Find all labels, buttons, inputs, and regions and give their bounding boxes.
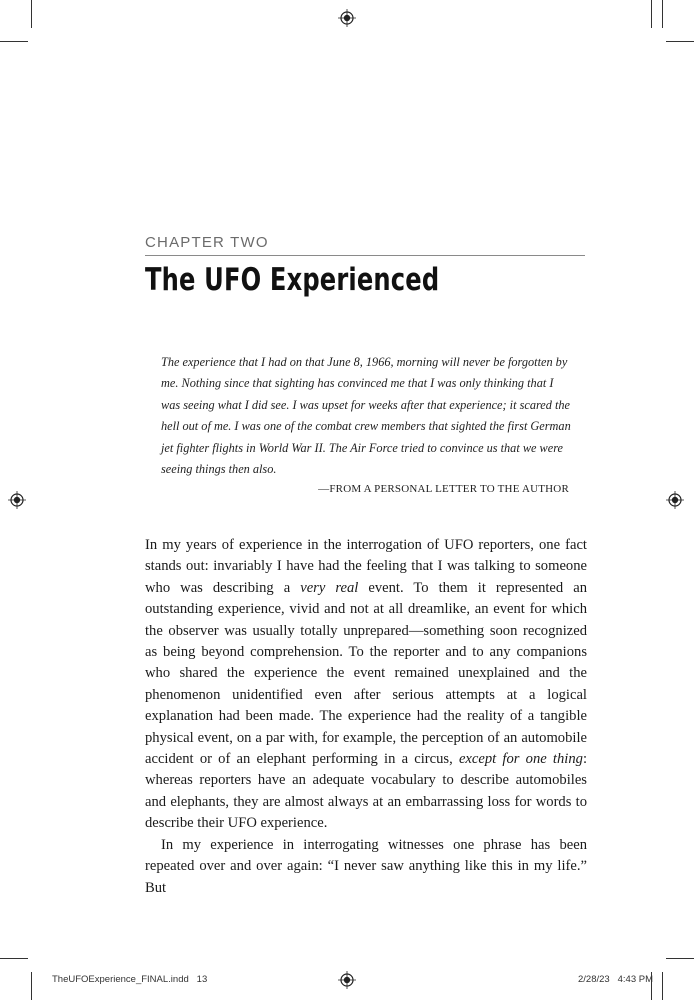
slug-filename: TheUFOExperience_FINAL.indd 13 xyxy=(52,974,208,985)
slug-date: 2/28/23 4:43 PM xyxy=(578,974,653,985)
registration-mark-icon xyxy=(338,971,356,989)
crop-mark xyxy=(0,958,28,959)
registration-mark-icon xyxy=(8,491,26,509)
text-run: In my years of experience in the interrogation of UFO reporters, one fact stands out: invariably I have had the feeling that I was talking to someone who was describing a xyxy=(145,537,587,596)
crop-mark xyxy=(666,41,694,42)
crop-mark xyxy=(0,41,28,42)
emphasis-text: very real xyxy=(300,579,359,596)
body-paragraph xyxy=(145,535,587,835)
crop-mark xyxy=(651,0,652,28)
crop-mark xyxy=(666,958,694,959)
epigraph-text: The experience that I had on that June 8, 1966, morning will never be forgotten by me. Nothing since that sighting has convinced me that I was only thinking that I was seeing what I did see. I was upset for weeks after that experience; it scared the hell out of me. I was one of the combat crew members that sighted the first German jet fighter flights in World War II. The Air Force tried to convince us that we were seeing things then also. xyxy=(161,355,571,477)
registration-mark-icon xyxy=(338,9,356,27)
crop-mark xyxy=(31,0,32,28)
emphasis-text: except for one thing xyxy=(458,751,583,768)
registration-mark-icon xyxy=(666,491,684,509)
chapter-title: The UFO Experienced xyxy=(145,262,440,298)
crop-mark xyxy=(31,972,32,1000)
text-run: event. To them it represented an outstanding experience, vivid and not at all dreamlike, an event for which the observer was usually totally unprepared—something soon recognized as being beyond comprehension. To the reporter and to any companions who shared the experience the event remained unexplained and the phenomenon unidentified even after serious attempts at a logical explanation had been made. The experience had the reality of a tangible physical event, on a par with, for example, the perception of an automobile accident or of an elephant performing in a circus, xyxy=(145,579,587,768)
body-text xyxy=(145,535,587,899)
crop-mark xyxy=(662,0,663,28)
text-run: : whereas reporters have an adequate vocabulary to describe automobiles and elephants, they are almost always at an embarrassing loss for words to describe their UFO experience. xyxy=(145,751,587,832)
body-paragraph: In my experience in interrogating witnesses one phrase has been repeated over and over again: “I never saw anything like this in my life.” But xyxy=(145,836,587,896)
epigraph-attribution: —FROM A PERSONAL LETTER TO THE AUTHOR xyxy=(318,483,569,495)
epigraph xyxy=(161,352,571,480)
crop-mark xyxy=(662,972,663,1000)
chapter-label: CHAPTER TWO xyxy=(145,234,585,256)
